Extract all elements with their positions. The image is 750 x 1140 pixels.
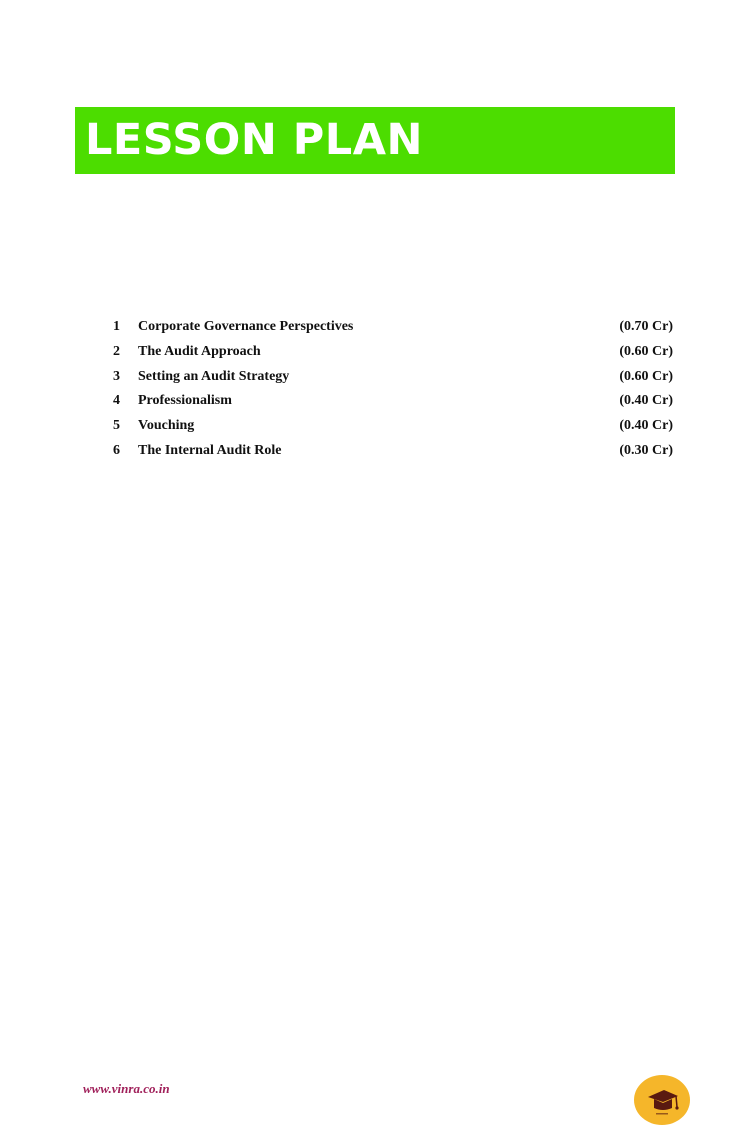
- lesson-title: The Internal Audit Role: [138, 442, 282, 458]
- lesson-number: 5: [113, 418, 120, 434]
- lesson-item: [113, 439, 673, 464]
- lesson-item: [113, 315, 673, 340]
- lesson-credit: (0.30 Cr): [619, 442, 673, 458]
- lesson-title: Corporate Governance Perspectives: [138, 319, 354, 334]
- lesson-credit: (0.40 Cr): [619, 393, 673, 409]
- logo: [634, 1075, 690, 1125]
- lesson-credit: (0.60 Cr): [619, 368, 673, 384]
- lesson-number: 1: [113, 319, 120, 334]
- page-title: LESSON PLAN: [85, 115, 423, 165]
- lesson-number: 2: [113, 343, 120, 359]
- lesson-item: [113, 414, 673, 439]
- graduation-cap-icon: [634, 1075, 690, 1125]
- footer-website-link[interactable]: www.vinra.co.in: [83, 1081, 170, 1096]
- lesson-credit: (0.40 Cr): [619, 418, 673, 434]
- title-banner: [75, 107, 675, 174]
- lesson-item: [113, 340, 673, 365]
- lesson-credit: (0.70 Cr): [619, 319, 673, 334]
- lesson-title: The Audit Approach: [138, 343, 261, 359]
- lesson-title: Professionalism: [138, 393, 232, 409]
- lesson-number: 4: [113, 393, 120, 409]
- lesson-title: Setting an Audit Strategy: [138, 368, 290, 384]
- lesson-item: [113, 389, 673, 414]
- lesson-number: 6: [113, 442, 120, 458]
- lesson-number: 3: [113, 368, 120, 384]
- lesson-list: [113, 315, 673, 464]
- lesson-title: Vouching: [138, 418, 195, 434]
- lesson-credit: (0.60 Cr): [619, 343, 673, 359]
- lesson-item: [113, 365, 673, 390]
